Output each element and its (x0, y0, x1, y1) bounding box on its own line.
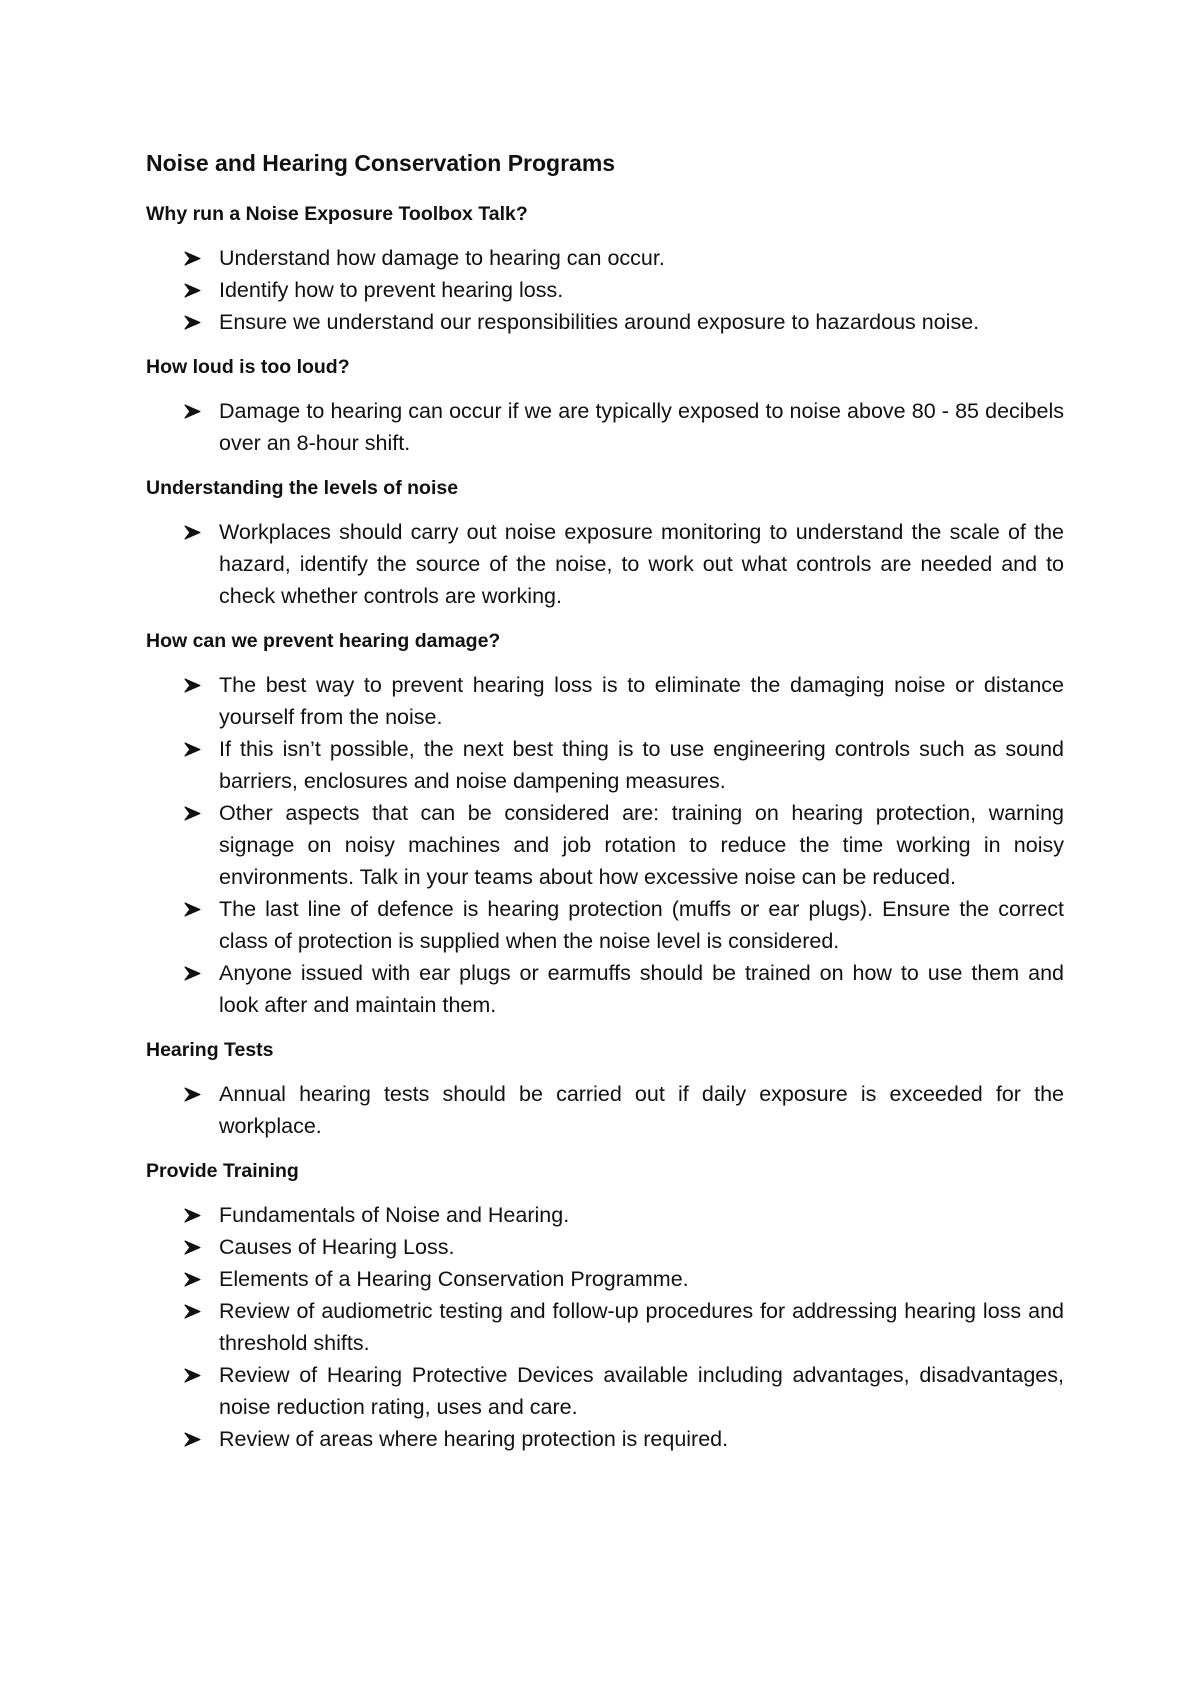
list-item (146, 733, 1064, 797)
list-item (146, 1263, 1064, 1295)
section (146, 1157, 1064, 1455)
arrow-bullet-icon (184, 283, 201, 298)
list-item (146, 306, 1064, 338)
list-item-text: If this isn’t possible, the next best thing is to use engineering controls such as sound barriers, enclosures and noise dampening measures. (219, 737, 1064, 793)
section-heading: Why run a Noise Exposure Toolbox Talk? (146, 203, 528, 225)
list-item-text: Ensure we understand our responsibilities around exposure to hazardous noise. (219, 310, 980, 334)
list-item (146, 1295, 1064, 1359)
list-item (146, 1423, 1064, 1455)
list-item-text: Review of Hearing Protective Devices available including advantages, disadvantages, noise reduction rating, uses and care. (219, 1363, 1064, 1419)
list-item-text: The best way to prevent hearing loss is to eliminate the damaging noise or distance yourself from the noise. (219, 673, 1064, 729)
section-heading: Hearing Tests (146, 1039, 274, 1061)
list-item (146, 274, 1064, 306)
section (146, 627, 1064, 1021)
list-item-text: Workplaces should carry out noise exposure monitoring to understand the scale of the hazard, identify the source of the noise, to work out what controls are needed and to check whether controls are working. (219, 520, 1064, 608)
arrow-bullet-icon (184, 966, 201, 981)
document-body (146, 148, 1064, 1470)
arrow-bullet-icon (184, 1368, 201, 1383)
arrow-bullet-icon (184, 1240, 201, 1255)
list-item-text: Annual hearing tests should be carried out if daily exposure is exceeded for the workplace. (219, 1082, 1064, 1138)
arrow-bullet-icon (184, 1432, 201, 1447)
list-item-text: Damage to hearing can occur if we are typically exposed to noise above 80 - 85 decibels over an 8-hour shift. (219, 399, 1064, 455)
list-item-text: Anyone issued with ear plugs or earmuffs should be trained on how to use them and look after and maintain them. (219, 961, 1064, 1017)
arrow-bullet-icon (184, 806, 201, 821)
arrow-bullet-icon (184, 1087, 201, 1102)
bullet-list (146, 1078, 1064, 1142)
section (146, 353, 1064, 459)
list-item (146, 1359, 1064, 1423)
list-item-text: Fundamentals of Noise and Hearing. (219, 1203, 570, 1227)
arrow-bullet-icon (184, 1304, 201, 1319)
section-heading: Understanding the levels of noise (146, 477, 459, 499)
list-item-text: Other aspects that can be considered are: training on hearing protection, warning signage on noisy machines and job rotation to reduce the time working in noisy environments. Talk in your teams about how excessive noise can be reduced. (219, 801, 1064, 889)
arrow-bullet-icon (184, 678, 201, 693)
page-title: Noise and Hearing Conservation Programs (146, 150, 616, 176)
section (146, 200, 1064, 338)
arrow-bullet-icon (184, 742, 201, 757)
arrow-bullet-icon (184, 902, 201, 917)
arrow-bullet-icon (184, 1208, 201, 1223)
arrow-bullet-icon (184, 525, 201, 540)
bullet-list (146, 242, 1064, 338)
list-item (146, 797, 1064, 893)
list-item-text: Review of areas where hearing protection is required. (219, 1427, 729, 1451)
list-item-text: Review of audiometric testing and follow-up procedures for addressing hearing loss and threshold shifts. (219, 1299, 1064, 1355)
list-item (146, 1078, 1064, 1142)
list-item (146, 957, 1064, 1021)
list-item (146, 669, 1064, 733)
section-heading: How loud is too loud? (146, 356, 350, 378)
section-heading: How can we prevent hearing damage? (146, 630, 501, 652)
list-item (146, 242, 1064, 274)
section-heading: Provide Training (146, 1160, 299, 1182)
bullet-list (146, 1199, 1064, 1455)
list-item (146, 395, 1064, 459)
list-item (146, 893, 1064, 957)
list-item-text: Identify how to prevent hearing loss. (219, 278, 564, 302)
sections-container (146, 200, 1064, 1455)
list-item-text: Causes of Hearing Loss. (219, 1235, 455, 1259)
arrow-bullet-icon (184, 404, 201, 419)
list-item-text: Understand how damage to hearing can occur. (219, 246, 665, 270)
arrow-bullet-icon (184, 1272, 201, 1287)
section (146, 474, 1064, 612)
list-item (146, 1231, 1064, 1263)
arrow-bullet-icon (184, 251, 201, 266)
bullet-list (146, 395, 1064, 459)
list-item (146, 1199, 1064, 1231)
section (146, 1036, 1064, 1142)
bullet-list (146, 516, 1064, 612)
bullet-list (146, 669, 1064, 1021)
list-item (146, 516, 1064, 612)
list-item-text: Elements of a Hearing Conservation Programme. (219, 1267, 689, 1291)
list-item-text: The last line of defence is hearing protection (muffs or ear plugs). Ensure the correct class of protection is supplied when the noise level is considered. (219, 897, 1064, 953)
arrow-bullet-icon (184, 315, 201, 330)
